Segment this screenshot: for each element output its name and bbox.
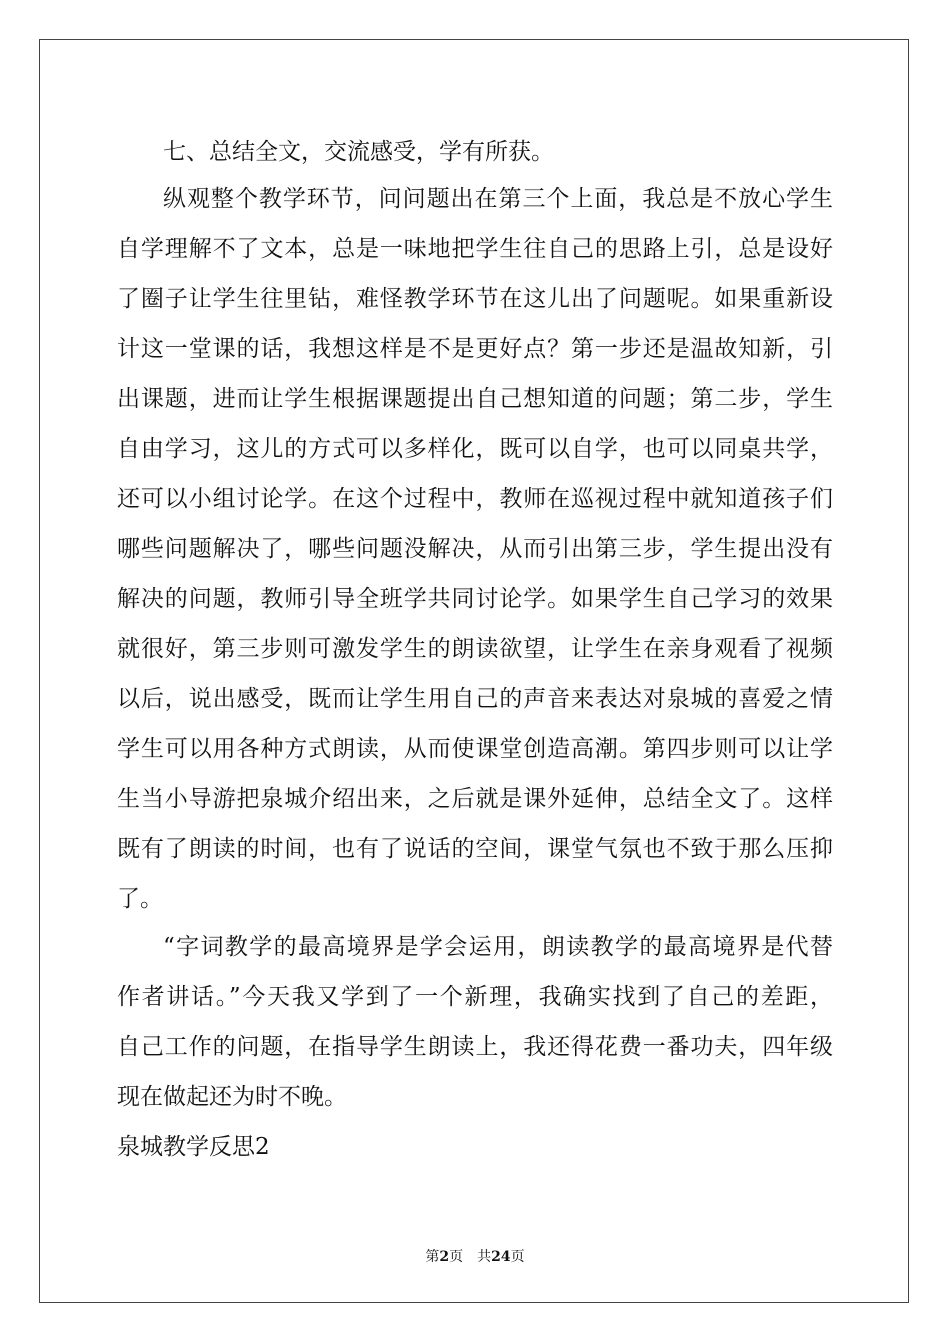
- text-line: 就很好，第三步则可激发学生的朗读欲望，让学生在亲身观看了视频: [117, 636, 833, 662]
- text-line: 自己工作的问题，在指导学生朗读上，我还得花费一番功夫，四年级: [117, 1034, 833, 1060]
- text-line: 了。: [117, 886, 163, 912]
- text-line: 学生可以用各种方式朗读，从而使课堂创造高潮。第四步则可以让学: [117, 736, 833, 762]
- total-pages: 24: [491, 1249, 511, 1265]
- text-line: 纵观整个教学环节，问问题出在第三个上面，我总是不放心学生: [163, 186, 833, 212]
- total-label-prefix: 共: [477, 1249, 492, 1265]
- total-label-suffix: 页: [510, 1249, 525, 1265]
- text-line: 哪些问题解决了，哪些问题没解决，从而引出第三步，学生提出没有: [117, 536, 833, 562]
- text-line: 既有了朗读的时间，也有了说话的空间，课堂气氛也不致于那么压抑: [117, 836, 833, 862]
- text-line: 现在做起还为时不晚。: [117, 1084, 347, 1110]
- page-border: [39, 39, 909, 1303]
- paragraph-heading-seven: 七、总结全文，交流感受，学有所获。: [163, 139, 554, 165]
- text-line: 计这一堂课的话，我想这样是不是更好点？第一步还是温故知新，引: [117, 336, 833, 362]
- text-line: 生当小导游把泉城介绍出来，之后就是课外延伸，总结全文了。这样: [117, 786, 833, 812]
- text-line: “字词教学的最高境界是学会运用，朗读教学的最高境界是代替: [163, 934, 833, 960]
- text-line: 自学理解不了文本，总是一味地把学生往自己的思路上引，总是设好: [117, 236, 833, 262]
- text-line: 还可以小组讨论学。在这个过程中，教师在巡视过程中就知道孩子们: [117, 486, 833, 512]
- text-line: 作者讲话。”今天我又学到了一个新理，我确实找到了自己的差距，: [117, 984, 833, 1010]
- page-number: 2: [439, 1249, 450, 1265]
- text-line: 以后，说出感受，既而让学生用自己的声音来表达对泉城的喜爱之情: [117, 686, 833, 712]
- text-line: 出课题，进而让学生根据课题提出自己想知道的问题；第二步，学生: [117, 386, 833, 412]
- page-footer: [0, 1248, 950, 1266]
- section-title: 泉城教学反思2: [117, 1134, 270, 1160]
- page-label-prefix: 第: [425, 1249, 440, 1265]
- page-label-suffix: 页: [449, 1249, 464, 1265]
- text-line: 了圈子让学生往里钻，难怪教学环节在这儿出了问题呢。如果重新设: [117, 286, 833, 312]
- text-line: 自由学习，这儿的方式可以多样化，既可以自学，也可以同桌共学，: [117, 436, 833, 462]
- text-line: 解决的问题，教师引导全班学共同讨论学。如果学生自己学习的效果: [117, 586, 833, 612]
